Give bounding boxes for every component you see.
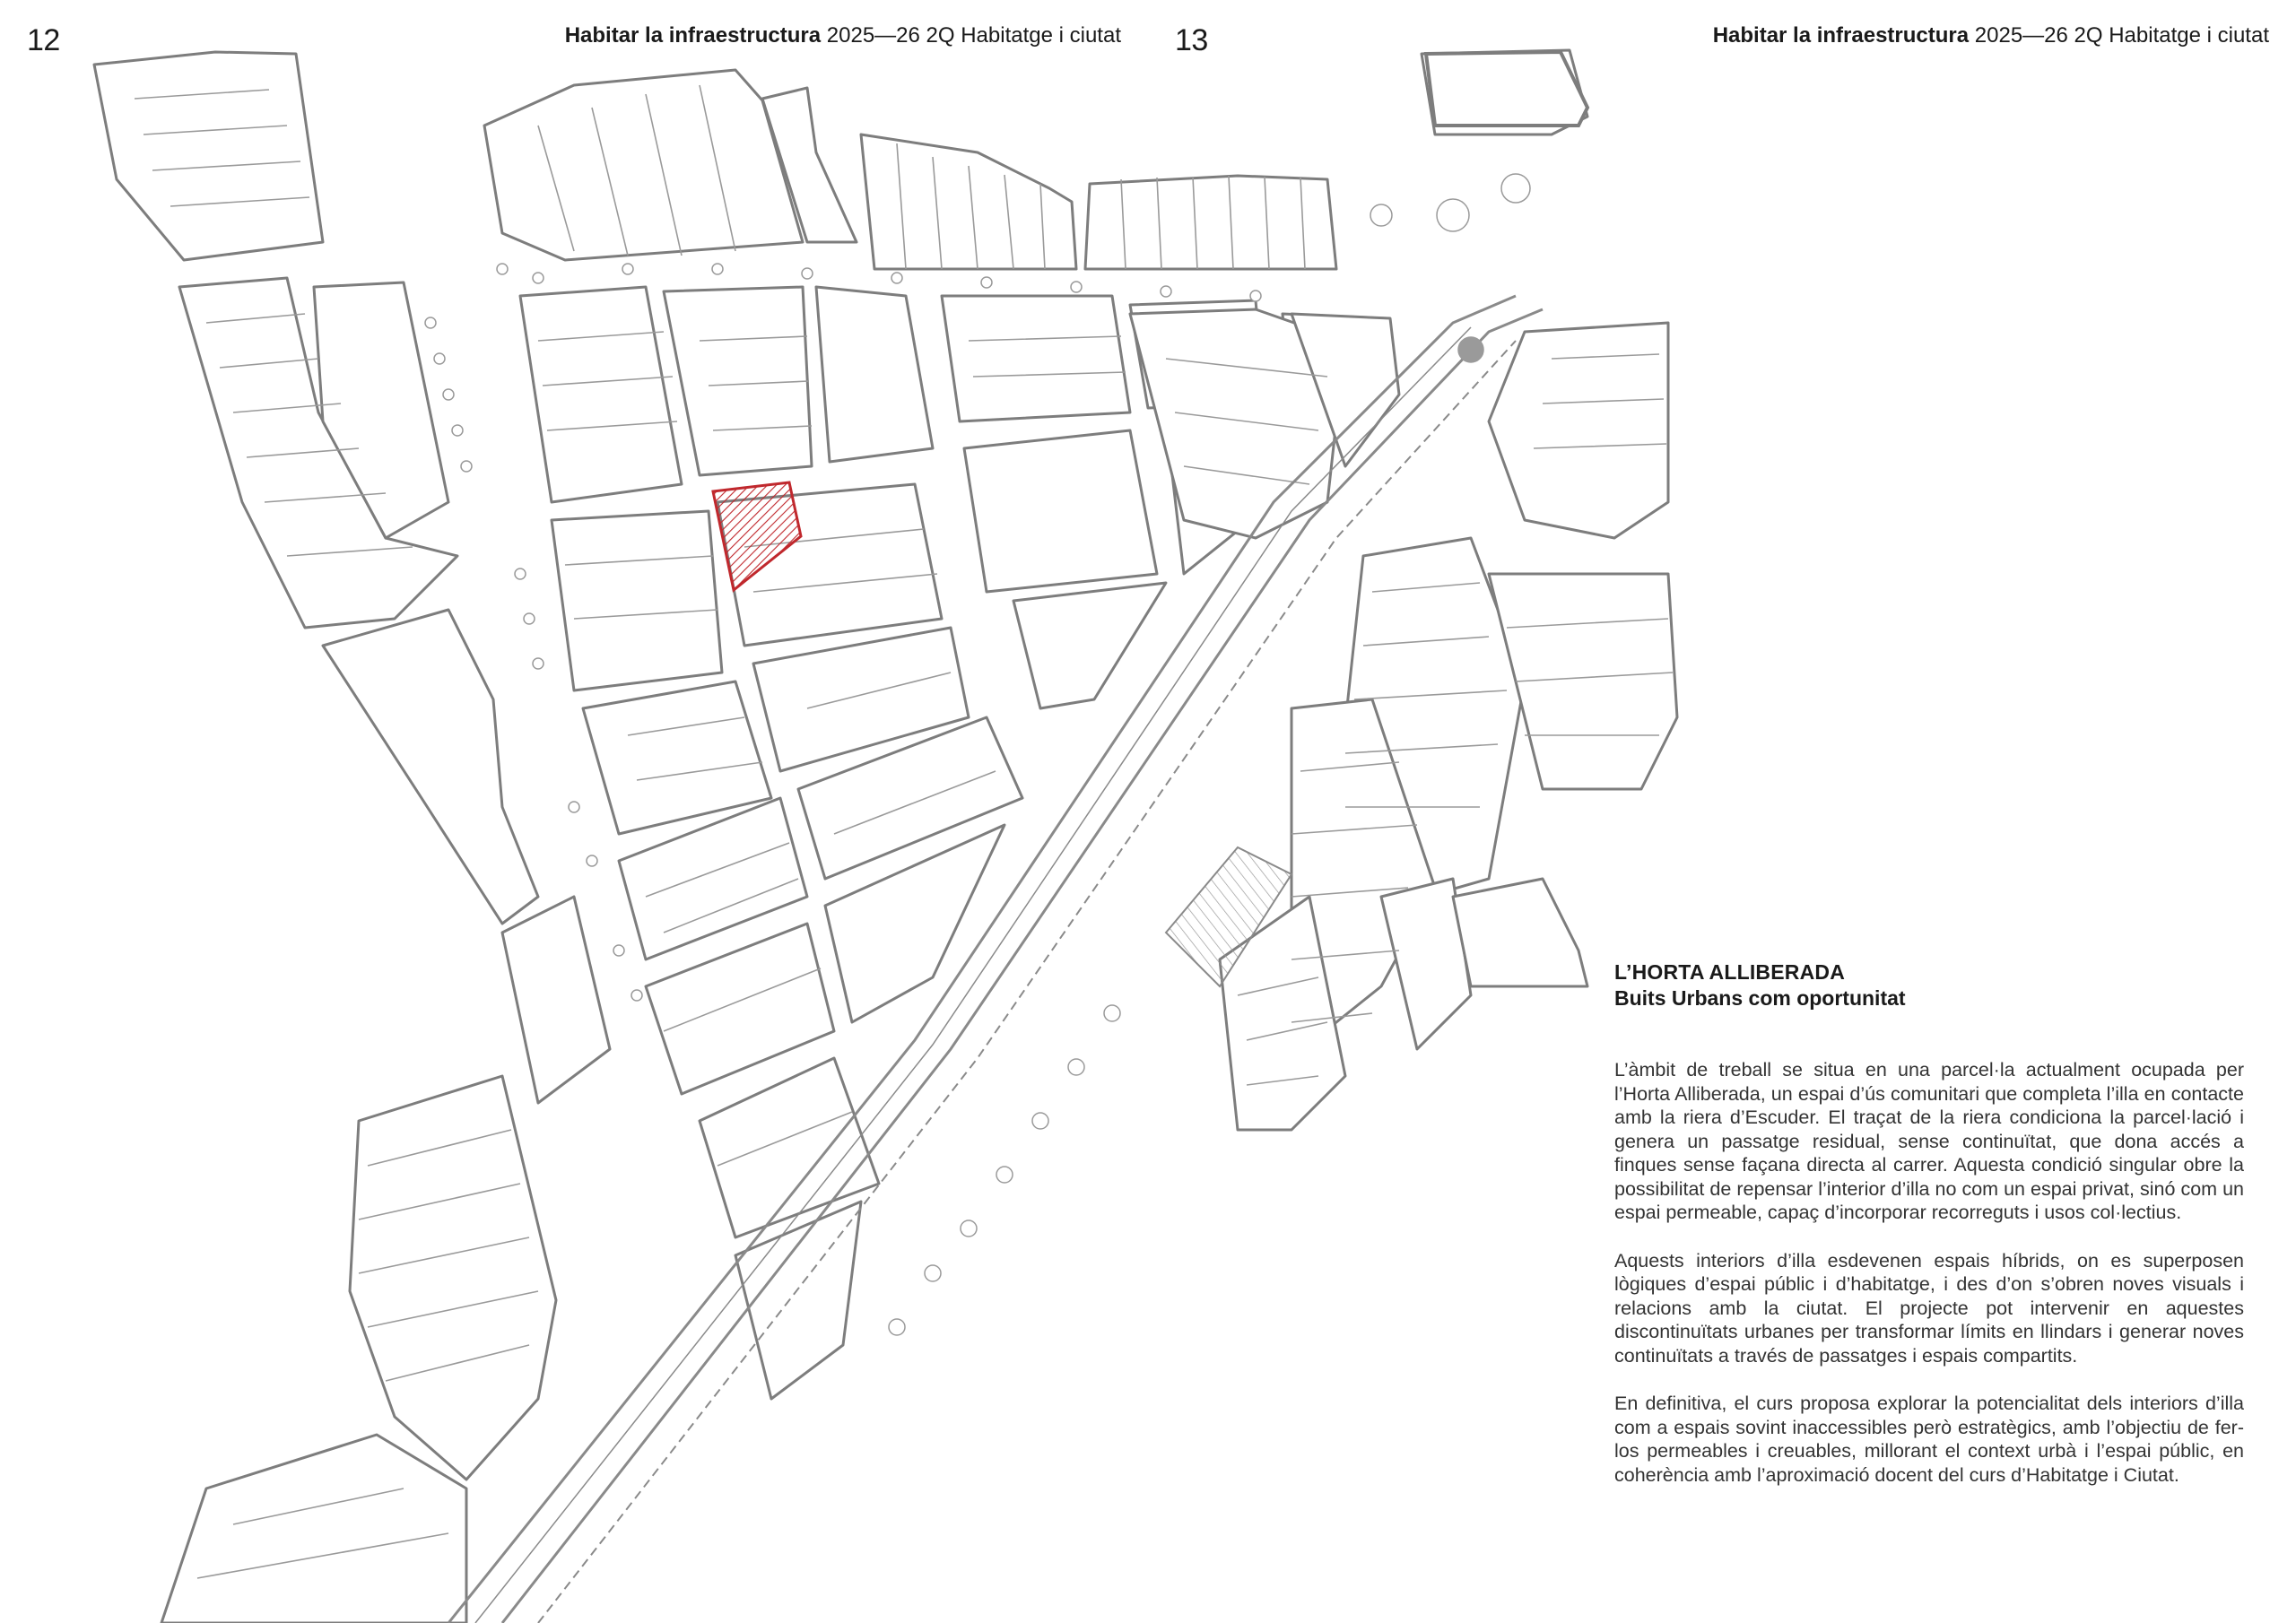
block-west-3 bbox=[323, 610, 538, 924]
block-center-13 bbox=[1013, 583, 1166, 708]
block-center-1 bbox=[520, 287, 682, 502]
block-center-11 bbox=[583, 681, 771, 834]
article-paragraph-3: En definitiva, el curs proposa explorar la potencialitat dels interiors d’illa com a espais sovint inaccessibles però estratègics, amb l’objectiu de fer-los permeables i creuables, millorant el context urbà i l’espai públic, en coherència amb l’aproximació docent del curs d’Habitatge i Ciutat. bbox=[1614, 1393, 2244, 1486]
article-subtitle: Buits Urbans com oportunitat bbox=[1614, 986, 1906, 1010]
city-blocks bbox=[94, 50, 1677, 1623]
block-west-4 bbox=[502, 897, 610, 1103]
block-center-4 bbox=[942, 296, 1130, 421]
right-header-course: 2025—26 2Q Habitatge i ciutat bbox=[1974, 23, 2269, 48]
block-center-7 bbox=[552, 511, 722, 690]
stadium bbox=[1426, 52, 1587, 126]
left-page-number: 12 bbox=[27, 23, 60, 57]
block-west-5 bbox=[350, 1076, 556, 1480]
block-north-2 bbox=[484, 70, 803, 260]
block-west-6 bbox=[161, 1435, 466, 1623]
article-paragraph-1: L’àmbit de treball se situa en una parcel·la actualment ocupada per l’Horta Alliberada, un espai d’ús comunitari que completa l’illa en contacte amb la riera d’Escuder. El traçat de la riera condiciona la parcel·lació i genera un passatge residual, sense continuïtat, que dona accés a finques sense façana directa al carrer. Aquesta condició singular obre la possibilitat de repensar l’interior d’illa no com un espai privat, sinó com un espai permeable, capaç d’incorporar recorreguts i usos col·lectius. bbox=[1614, 1059, 2244, 1223]
article-paragraph-2: Aquests interiors d’illa esdevenen espais híbrids, on es superposen lògiques d’espai públic i d’habitatge, i des d’on s’obren noves visuals i relacions amb la ciutat. El projecte pot intervenir en aquestes discontinuïtats urbanes per transformar límits en llindars i generar noves continuïtats a través de passatges i espais compartits. bbox=[1614, 1249, 2244, 1367]
left-header-course: 2025—26 2Q Habitatge i ciutat bbox=[826, 23, 1121, 48]
block-north-1 bbox=[94, 52, 323, 260]
left-header-title: Habitar la infraestructura bbox=[564, 23, 822, 48]
block-east-9 bbox=[1453, 879, 1587, 986]
block-center-2 bbox=[664, 287, 812, 475]
right-header-title: Habitar la infraestructura bbox=[1712, 23, 1970, 48]
block-center-3 bbox=[816, 287, 933, 462]
article-title: L’HORTA ALLIBERADA bbox=[1614, 960, 1846, 984]
right-page-number: 13 bbox=[1175, 23, 1208, 57]
article bbox=[1614, 959, 2244, 1511]
block-center-9 bbox=[964, 430, 1157, 592]
